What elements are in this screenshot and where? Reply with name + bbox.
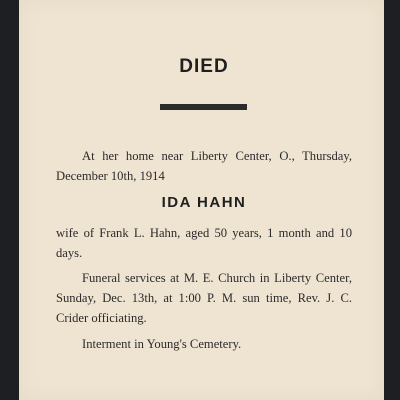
heading-rule (160, 104, 247, 110)
interment-text: Interment in Young's Cemetery. (82, 337, 242, 351)
left-black-border (0, 0, 19, 400)
funeral-text: Funeral services at M. E. Church in Liberty Center, Sunday, Dec. 13th, at 1:00 P. M. sun time, Rev. J. C. Crider officiating. (56, 271, 352, 325)
description-text: wife of Frank L. Hahn, aged 50 years, 1 month and 10 days. (56, 226, 352, 260)
memorial-card (19, 0, 384, 400)
announcement-text: At her home near Liberty Center, O., Thursday, December 10th, 1914 (56, 149, 352, 183)
deceased-name: IDA HAHN (161, 194, 247, 211)
died-heading: DIED (179, 56, 229, 77)
